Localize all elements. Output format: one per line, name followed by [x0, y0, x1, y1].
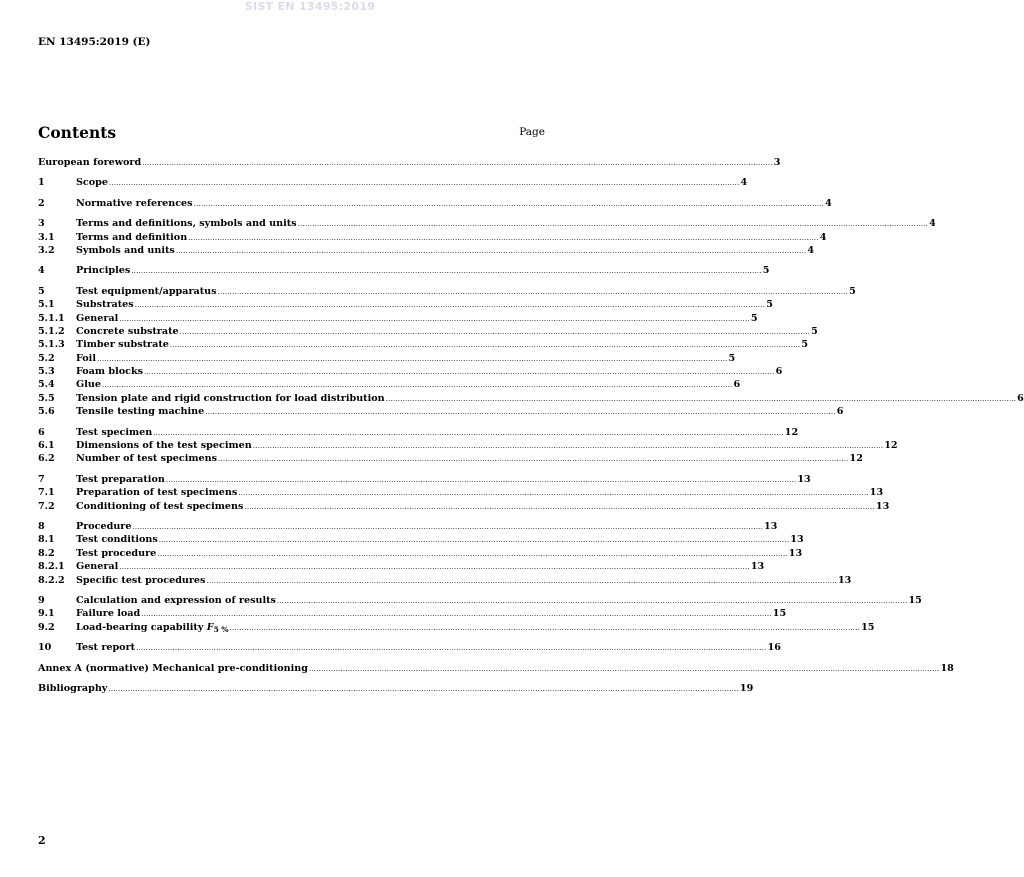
toc-entry-title: Concrete substrate — [76, 325, 179, 337]
toc-entry[interactable] — [38, 452, 863, 465]
toc-leader-dots: .................................................................................................................................................................................................................................................................... — [108, 684, 739, 693]
toc-entry-number: 7.2 — [38, 500, 55, 512]
page-number: 2 — [38, 834, 46, 847]
toc-entry[interactable] — [38, 621, 875, 634]
toc-entry-page: 6 — [836, 406, 844, 418]
toc-leader-dots: .................................................................................................................................................................................................................................................................... — [119, 314, 750, 323]
toc-entry[interactable] — [38, 473, 811, 486]
toc-entry-page: 5 — [766, 299, 773, 311]
toc-entry-number: 5.1.3 — [38, 339, 65, 351]
toc-entry-number: 9.1 — [38, 608, 55, 620]
toc-entry-page: 12 — [884, 440, 898, 452]
toc-entry-page: 13 — [875, 500, 890, 512]
toc-entry-number: 8 — [38, 520, 45, 532]
toc-entry-number: 6.1 — [38, 440, 55, 452]
toc-entry-page: 6 — [775, 366, 783, 378]
toc-leader-dots: .................................................................................................................................................................................................................................................................... — [308, 664, 940, 673]
toc-entry-title-group — [76, 621, 229, 636]
toc-leader-dots: .................................................................................................................................................................................................................................................................... — [218, 455, 849, 464]
contents-title: Contents — [38, 123, 117, 142]
toc-leader-dots: .................................................................................................................................................................................................................................................................... — [175, 246, 807, 255]
toc-leader-dots: .................................................................................................................................................................................................................................................................... — [96, 354, 728, 363]
toc-entry[interactable] — [38, 392, 1024, 405]
toc-entry-page: 13 — [797, 473, 811, 485]
toc-entry-title: Foam blocks — [76, 366, 144, 378]
toc-leader-dots: .................................................................................................................................................................................................................................................................... — [188, 233, 819, 242]
toc-entry-number: 8.2 — [38, 547, 55, 559]
toc-entry[interactable] — [38, 533, 804, 546]
toc-entry-number: 9.2 — [38, 621, 55, 633]
toc-entry-page: 4 — [825, 197, 832, 209]
toc-entry-page: 12 — [849, 453, 863, 465]
toc-entry-title: Symbols and units — [76, 244, 175, 256]
toc-leader-dots: .................................................................................................................................................................................................................................................................... — [136, 644, 767, 653]
toc-entry-page: 5 — [801, 339, 809, 351]
toc-entry-number: 7 — [38, 473, 45, 485]
toc-leader-dots: .................................................................................................................................................................................................................................................................... — [206, 576, 837, 585]
watermark: SIST EN 13495:2019 — [244, 0, 376, 13]
toc-entry-title: Tension plate and rigid construction for load distribution — [76, 392, 385, 404]
toc-entry-number: 2 — [38, 197, 45, 209]
toc-entry-number: 6.2 — [38, 453, 55, 465]
toc-entry-page: 6 — [1017, 392, 1024, 404]
toc-entry[interactable] — [38, 365, 783, 378]
toc-entry[interactable] — [38, 285, 856, 298]
toc-leader-dots: .................................................................................................................................................................................................................................................................... — [217, 287, 849, 296]
toc-entry-title: Calculation and expression of results — [76, 594, 276, 606]
toc-entry-title: Load-bearing capability — [76, 621, 207, 633]
toc-leader-dots: .................................................................................................................................................................................................................................................................... — [276, 596, 908, 605]
toc-entry-subscript: 5 % — [213, 624, 229, 634]
toc-entry-title: European foreword — [38, 157, 142, 168]
toc-leader-dots: .................................................................................................................................................................................................................................................................... — [165, 475, 797, 484]
toc-entry[interactable] — [38, 439, 898, 452]
page-column-label: Page — [519, 126, 545, 138]
toc-entry[interactable] — [38, 156, 781, 169]
toc-entry-number: 8.2.2 — [38, 574, 65, 586]
toc-entry-number: 5.4 — [38, 379, 55, 391]
toc-entry-title: Terms and definition — [76, 231, 188, 243]
toc-entry-title: Test preparation — [76, 473, 165, 485]
toc-entry-page: 5 — [728, 352, 736, 364]
toc-entry-page: 4 — [807, 244, 815, 256]
toc-entry-title: Bibliography — [38, 682, 108, 694]
toc-entry-number: 5.5 — [38, 392, 55, 404]
toc-entry-number: 8.1 — [38, 534, 55, 546]
toc-leader-dots: .................................................................................................................................................................................................................................................................... — [205, 408, 836, 417]
toc-entry-title: Conditioning of test specimens — [76, 500, 244, 512]
toc-entry-number: 3.2 — [38, 244, 55, 256]
toc-entry[interactable] — [38, 607, 787, 620]
toc-entry-title: Test procedure — [76, 547, 157, 559]
toc-entry-page: 3 — [773, 157, 781, 168]
toc-entry-title: Test equipment/apparatus — [76, 285, 217, 297]
toc-entry-title: Glue — [76, 379, 101, 391]
toc-entry-page: 6 — [733, 379, 741, 391]
toc-entry-page: 4 — [740, 177, 748, 189]
toc-entry-symbol: F — [206, 621, 214, 633]
toc-entry[interactable] — [38, 298, 773, 311]
toc-entry[interactable] — [38, 197, 832, 210]
toc-leader-dots: .................................................................................................................................................................................................................................................................... — [158, 536, 790, 545]
toc-leader-dots: .................................................................................................................................................................................................................................................................... — [252, 442, 884, 451]
toc-entry[interactable] — [38, 500, 890, 513]
toc-entry-page: 5 — [762, 265, 770, 277]
toc-entry[interactable] — [38, 217, 936, 230]
toc-entry[interactable] — [38, 338, 809, 351]
toc-entry-number: 4 — [38, 265, 45, 277]
toc-entry-page: 13 — [788, 547, 803, 559]
toc-leader-dots: .................................................................................................................................................................................................................................................................... — [141, 610, 772, 619]
toc-entry-title: Number of test specimens — [76, 453, 218, 465]
toc-entry-number: 5.1.1 — [38, 312, 65, 324]
toc-entry-number: 5.2 — [38, 352, 55, 364]
toc-entry-title: Timber substrate — [76, 339, 169, 351]
document-id: EN 13495:2019 (E) — [38, 36, 151, 48]
toc-entry[interactable] — [38, 594, 922, 607]
toc-entry[interactable] — [38, 560, 765, 573]
toc-leader-dots: .................................................................................................................................................................................................................................................................... — [297, 220, 929, 229]
toc-entry-title: General — [76, 312, 119, 324]
toc-leader-dots: .................................................................................................................................................................................................................................................................... — [144, 368, 775, 377]
toc-entry-title: Preparation of test specimens — [76, 487, 238, 499]
toc-entry-page: 15 — [908, 594, 922, 606]
toc-entry-title: Normative references — [76, 197, 193, 209]
toc-entry[interactable] — [38, 176, 748, 189]
toc-entry-page: 12 — [784, 426, 799, 438]
toc-leader-dots: .................................................................................................................................................................................................................................................................... — [157, 549, 788, 558]
toc-entry-title: Tensile testing machine — [76, 406, 205, 418]
toc-leader-dots: .................................................................................................................................................................................................................................................................... — [244, 502, 875, 511]
toc-entry-page: 13 — [764, 520, 778, 532]
toc-entry-title: Procedure — [76, 520, 132, 532]
toc-entry-page: 16 — [767, 642, 781, 654]
toc-entry-number: 3.1 — [38, 231, 55, 243]
toc-entry[interactable] — [38, 244, 815, 257]
toc-entry-page: 5 — [849, 285, 856, 297]
toc-entry-number: 9 — [38, 594, 45, 606]
toc-entry-page: 13 — [837, 574, 852, 586]
toc-entry-page: 13 — [790, 534, 804, 546]
toc-leader-dots: .................................................................................................................................................................................................................................................................... — [229, 623, 861, 632]
table-of-contents — [38, 156, 1024, 695]
toc-entry-title: Test report — [76, 642, 136, 654]
toc-entry-page: 4 — [819, 231, 827, 243]
toc-entry[interactable] — [38, 662, 954, 675]
toc-leader-dots: .................................................................................................................................................................................................................................................................... — [119, 563, 750, 572]
toc-entry-title: Specific test procedures — [76, 574, 206, 586]
toc-entry[interactable] — [38, 641, 781, 654]
toc-entry[interactable] — [38, 325, 818, 338]
toc-entry-title: Test conditions — [76, 534, 158, 546]
toc-entry-page: 19 — [739, 682, 754, 694]
toc-entry[interactable] — [38, 520, 778, 533]
toc-entry[interactable] — [38, 378, 741, 391]
toc-entry[interactable] — [38, 264, 770, 277]
toc-entry-number: 6 — [38, 426, 45, 438]
toc-leader-dots: .................................................................................................................................................................................................................................................................... — [153, 428, 784, 437]
toc-leader-dots: .................................................................................................................................................................................................................................................................... — [142, 159, 773, 167]
toc-entry[interactable] — [38, 574, 852, 587]
toc-entry-number: 8.2.1 — [38, 561, 65, 573]
toc-entry-title: Dimensions of the test specimen — [76, 440, 252, 452]
toc-entry-title: General — [76, 561, 119, 573]
toc-entry-number: 5 — [38, 285, 45, 297]
toc-entry-number: 1 — [38, 177, 45, 189]
toc-entry-title: Substrates — [76, 299, 134, 311]
toc-entry[interactable] — [38, 486, 884, 499]
toc-leader-dots: .................................................................................................................................................................................................................................................................... — [131, 267, 762, 276]
toc-entry[interactable] — [38, 426, 799, 439]
toc-entry-title: Failure load — [76, 608, 141, 620]
toc-entry-number: 10 — [38, 642, 52, 654]
toc-entry[interactable] — [38, 405, 844, 418]
toc-entry-number: 5.1 — [38, 299, 55, 311]
toc-entry[interactable] — [38, 547, 803, 560]
toc-entry[interactable] — [38, 352, 736, 365]
toc-leader-dots: .................................................................................................................................................................................................................................................................... — [385, 394, 1017, 403]
toc-entry-page: 4 — [929, 218, 936, 230]
toc-entry-page: 13 — [750, 561, 765, 573]
toc-leader-dots: .................................................................................................................................................................................................................................................................... — [132, 522, 763, 531]
toc-entry-number: 5.1.2 — [38, 325, 65, 337]
toc-entry-title: Test specimen — [76, 426, 153, 438]
toc-entry[interactable] — [38, 231, 827, 244]
toc-entry-page: 5 — [750, 312, 758, 324]
toc-leader-dots: .................................................................................................................................................................................................................................................................... — [179, 327, 811, 336]
toc-entry-number: 7.1 — [38, 487, 55, 499]
toc-leader-dots: .................................................................................................................................................................................................................................................................... — [238, 489, 869, 498]
toc-leader-dots: .................................................................................................................................................................................................................................................................... — [101, 381, 733, 390]
toc-leader-dots: .................................................................................................................................................................................................................................................................... — [193, 199, 825, 208]
toc-entry-title: Annex A (normative) Mechanical pre-conditioning — [38, 662, 308, 674]
toc-entry-number: 3 — [38, 218, 45, 230]
toc-entry-page: 5 — [811, 325, 818, 337]
toc-entry-page: 18 — [940, 662, 954, 674]
toc-entry-title: Terms and definitions, symbols and units — [76, 218, 297, 230]
toc-entry-page: 13 — [869, 487, 884, 499]
toc-entry-page: 15 — [772, 608, 787, 620]
toc-entry-number: 5.6 — [38, 406, 55, 418]
toc-entry-title: Scope — [76, 177, 108, 189]
toc-entry-number: 5.3 — [38, 366, 55, 378]
toc-entry[interactable] — [38, 682, 754, 695]
toc-leader-dots: .................................................................................................................................................................................................................................................................... — [134, 301, 766, 310]
toc-entry[interactable] — [38, 312, 758, 325]
toc-leader-dots: .................................................................................................................................................................................................................................................................... — [169, 341, 801, 350]
toc-leader-dots: .................................................................................................................................................................................................................................................................... — [108, 179, 740, 188]
toc-entry-title: Principles — [76, 265, 131, 277]
toc-entry-page: 15 — [861, 621, 875, 633]
toc-entry-title: Foil — [76, 352, 96, 364]
